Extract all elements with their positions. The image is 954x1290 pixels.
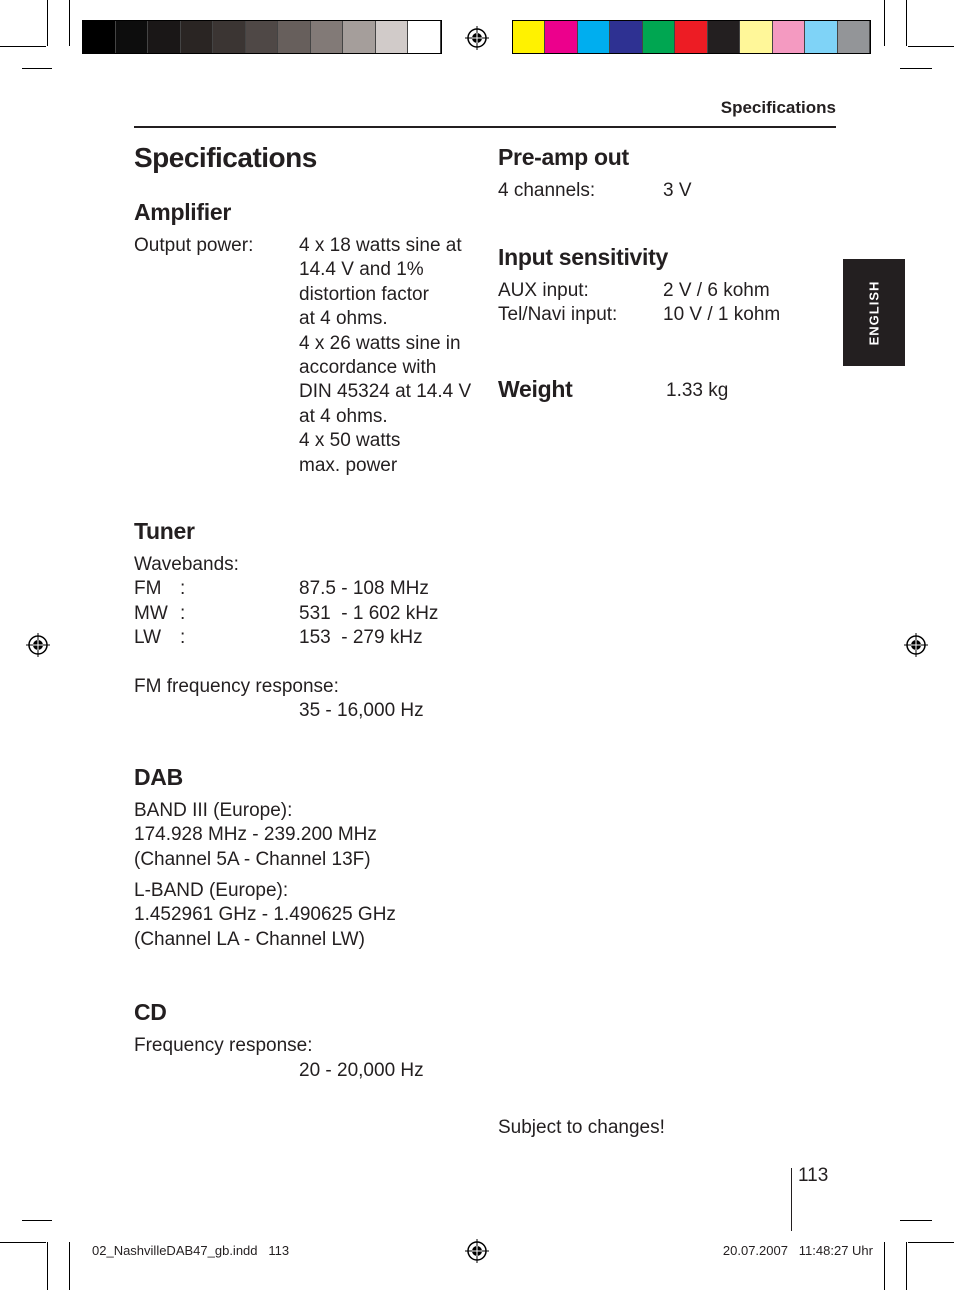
color-swatch xyxy=(838,21,870,53)
crop-mark xyxy=(908,1242,954,1243)
input-sensitivity-heading: Input sensitivity xyxy=(498,244,668,270)
preamp-label: 4 channels: xyxy=(498,180,596,201)
color-swatch xyxy=(83,21,116,53)
color-swatch xyxy=(578,21,610,53)
page-number-rule xyxy=(791,1168,792,1231)
color-swatch xyxy=(610,21,642,53)
color-swatch xyxy=(513,21,545,53)
output-power-label: Output power: xyxy=(134,235,254,256)
band-range: 531 - 1 602 kHz xyxy=(299,603,439,624)
crop-mark xyxy=(906,1242,907,1290)
color-swatch xyxy=(708,21,740,53)
tuner-heading: Tuner xyxy=(134,518,195,544)
preamp-heading: Pre-amp out xyxy=(498,144,629,170)
crop-mark xyxy=(69,1242,70,1290)
subject-to-changes-note: Subject to changes! xyxy=(498,1117,665,1138)
band-name: FM xyxy=(134,578,162,599)
spec-line: 174.928 MHz - 239.200 MHz xyxy=(134,824,377,846)
slug-filename: 02_NashvilleDAB47_gb.indd 113 xyxy=(92,1243,290,1258)
fm-response-value: 35 - 16,000 Hz xyxy=(299,700,424,721)
crop-mark xyxy=(884,1242,885,1290)
color-calibration-strip xyxy=(512,20,871,54)
dab-lband xyxy=(134,879,396,952)
band-sep: : xyxy=(180,627,186,648)
dab-heading: DAB xyxy=(134,764,183,790)
spec-line: DIN 45324 at 14.4 V xyxy=(299,381,472,403)
band-name: LW xyxy=(134,627,162,648)
spec-line: (Channel 5A - Channel 13F) xyxy=(134,848,371,870)
spec-line: max. power xyxy=(299,454,398,476)
spec-line: 4 x 18 watts sine at xyxy=(299,235,462,256)
crop-mark xyxy=(900,68,932,69)
band-sep: : xyxy=(180,578,186,599)
spec-line: 4 x 26 watts sine in xyxy=(299,332,461,354)
aux-input-label: AUX input: xyxy=(498,280,589,301)
band-range: 153 - 279 kHz xyxy=(299,627,423,648)
spec-line: BAND III (Europe): xyxy=(134,800,293,821)
amplifier-heading: Amplifier xyxy=(134,199,231,225)
cd-response-value: 20 - 20,000 Hz xyxy=(299,1060,424,1081)
band-range: 87.5 - 108 MHz xyxy=(299,578,429,599)
crop-mark xyxy=(900,1220,932,1221)
spec-line: L-BAND (Europe): xyxy=(134,880,289,901)
color-swatch xyxy=(740,21,772,53)
color-swatch xyxy=(343,21,376,53)
fm-response-label: FM frequency response: xyxy=(134,676,339,697)
language-tab xyxy=(843,259,905,366)
color-swatch xyxy=(805,21,837,53)
crop-mark xyxy=(22,68,52,69)
crop-mark xyxy=(47,0,48,46)
color-swatch xyxy=(376,21,409,53)
registration-mark-icon xyxy=(465,26,489,50)
spec-line: at 4 ohms. xyxy=(299,405,388,427)
color-swatch xyxy=(545,21,577,53)
color-swatch xyxy=(408,21,441,53)
grayscale-calibration-strip xyxy=(82,20,442,54)
crop-mark xyxy=(908,46,954,47)
color-swatch xyxy=(311,21,344,53)
slug-timestamp: 20.07.2007 11:48:27 Uhr xyxy=(722,1243,873,1258)
crop-mark xyxy=(69,0,70,46)
language-tab-label: ENGLISH xyxy=(866,280,882,345)
color-swatch xyxy=(643,21,675,53)
cd-response-label: Frequency response: xyxy=(134,1035,313,1056)
color-swatch xyxy=(181,21,214,53)
running-header: Specifications xyxy=(720,98,836,117)
page-number: 113 xyxy=(798,1165,829,1186)
spec-line: at 4 ohms. xyxy=(299,308,388,330)
band-name: MW xyxy=(134,603,168,624)
header-rule xyxy=(134,126,836,128)
crop-mark xyxy=(0,46,46,47)
spec-line: 14.4 V and 1% xyxy=(299,259,424,281)
band-sep: : xyxy=(180,603,186,624)
weight-heading: Weight xyxy=(498,376,573,402)
crop-mark xyxy=(884,0,885,46)
spec-line: 1.452961 GHz - 1.490625 GHz xyxy=(134,904,396,926)
spec-line: distortion factor xyxy=(299,283,429,305)
dab-band3 xyxy=(134,799,377,872)
tel-input-label: Tel/Navi input: xyxy=(498,304,618,325)
wavebands-label: Wavebands: xyxy=(134,554,239,575)
crop-mark xyxy=(47,1242,48,1290)
preamp-value: 3 V xyxy=(663,180,692,201)
registration-mark-icon xyxy=(465,1239,489,1263)
color-swatch xyxy=(246,21,279,53)
cd-heading: CD xyxy=(134,999,167,1025)
color-swatch xyxy=(773,21,805,53)
page-title: Specifications xyxy=(134,142,317,173)
color-swatch xyxy=(675,21,707,53)
amplifier-specs xyxy=(299,234,471,478)
aux-input-value: 2 V / 6 kohm xyxy=(663,280,770,301)
crop-mark xyxy=(0,1242,46,1243)
crop-mark xyxy=(22,1220,52,1221)
registration-mark-icon xyxy=(904,633,928,657)
spec-line: accordance with xyxy=(299,357,437,379)
tel-input-value: 10 V / 1 kohm xyxy=(663,304,781,325)
color-swatch xyxy=(213,21,246,53)
registration-mark-icon xyxy=(26,633,50,657)
crop-mark xyxy=(906,0,907,46)
spec-line: (Channel LA - Channel LW) xyxy=(134,928,365,950)
color-swatch xyxy=(278,21,311,53)
color-swatch xyxy=(116,21,149,53)
spec-line: 4 x 50 watts xyxy=(299,430,401,452)
weight-value: 1.33 kg xyxy=(666,380,729,401)
color-swatch xyxy=(148,21,181,53)
